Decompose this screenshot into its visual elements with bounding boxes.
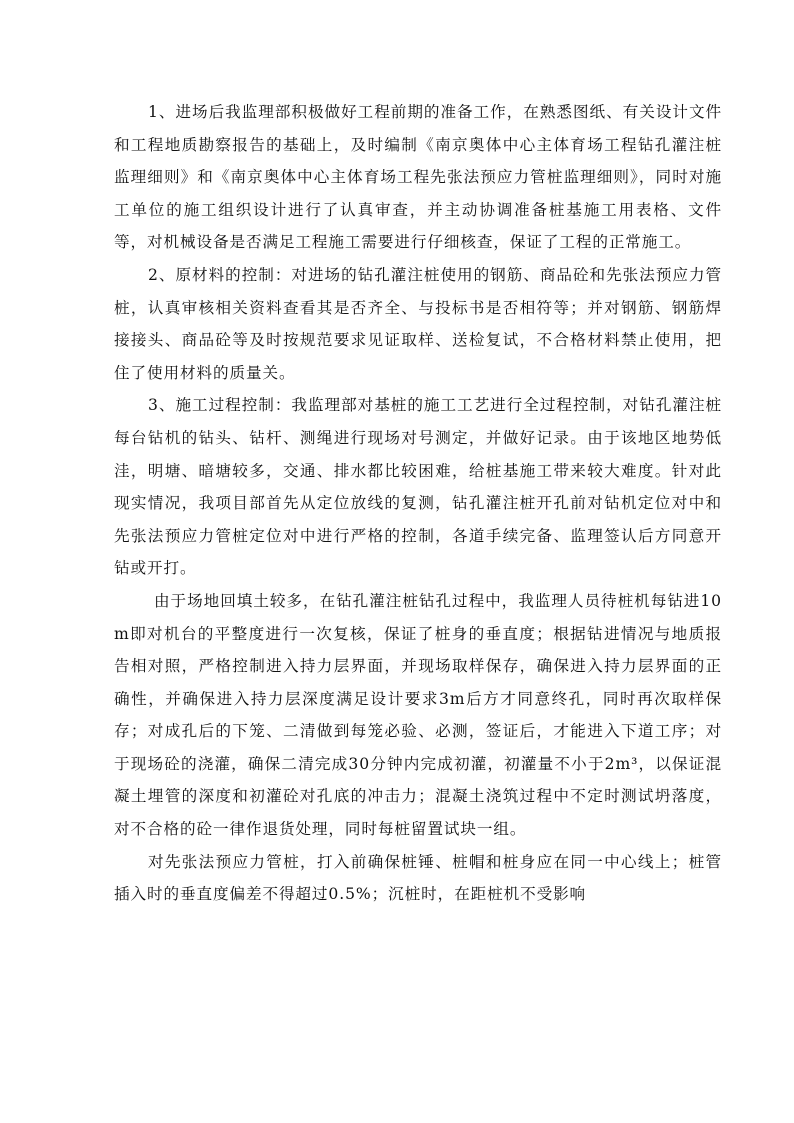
document-body	[114, 96, 722, 911]
paragraph-raw-materials: 2、原材料的控制：对进场的钻孔灌注桩使用的钢筋、商品砼和先张法预应力管桩，认真审核相关资料查看其是否齐全、与投标书是否相符等；并对钢筋、钢筋焊接接头、商品砼等及时按规范要求见证取样、送检复试，不合格材料禁止使用，把住了使用材料的质量关。	[114, 265, 722, 382]
paragraph-preparation: 1、进场后我监理部积极做好工程前期的准备工作，在熟悉图纸、有关设计文件和工程地质勘察报告的基础上，及时编制《南京奥体中心主体育场工程钻孔灌注桩监理细则》和《南京奥体中心主体育场工程先张法预应力管桩监理细则》，同时对施工单位的施工组织设计进行了认真审查，并主动协调准备桩基施工用表格、文件等，对机械设备是否满足工程施工需要进行仔细核查，保证了工程的正常施工。	[114, 103, 722, 252]
paragraph-bored-pile-drilling: 由于场地回填土较多，在钻孔灌注桩钻孔过程中，我监理人员待桩机每钻进10m即对机台的平整度进行一次复核，保证了桩身的垂直度；根据钻进情况与地质报告相对照，严格控制进入持力层界面，并现场取样保存，确保进入持力层界面的正确性，并确保进入持力层深度满足设计要求3m后方才同意终孔，同时再次取样保存；对成孔后的下笼、二清做到每笼必验、必测，签证后，才能进入下道工序；对于现场砼的浇灌，确保二清完成30分钟内完成初灌，初灌量不小于2m³，以保证混凝土埋管的深度和初灌砼对孔底的冲击力；混凝土浇筑过程中不定时测试坍落度，对不合格的砼一律作退货处理，同时每桩留置试块一组。	[114, 591, 722, 839]
paragraph-prestressed-pipe-pile: 对先张法预应力管桩，打入前确保桩锤、桩帽和桩身应在同一中心线上；桩管插入时的垂直度偏差不得超过0.5%；沉桩时，在距桩机不受影响	[114, 852, 722, 904]
paragraph-process-control: 3、施工过程控制：我监理部对基桩的施工工艺进行全过程控制，对钻孔灌注桩每台钻机的钻头、钻杆、测绳进行现场对号测定，并做好记录。由于该地区地势低洼，明塘、暗塘较多，交通、排水都比较困难，给桩基施工带来较大难度。针对此现实情况，我项目部首先从定位放线的复测，钻孔灌注桩开孔前对钻机定位对中和先张法预应力管桩定位对中进行严格的控制，各道手续完备、监理签认后方同意开钻或开打。	[114, 396, 722, 578]
